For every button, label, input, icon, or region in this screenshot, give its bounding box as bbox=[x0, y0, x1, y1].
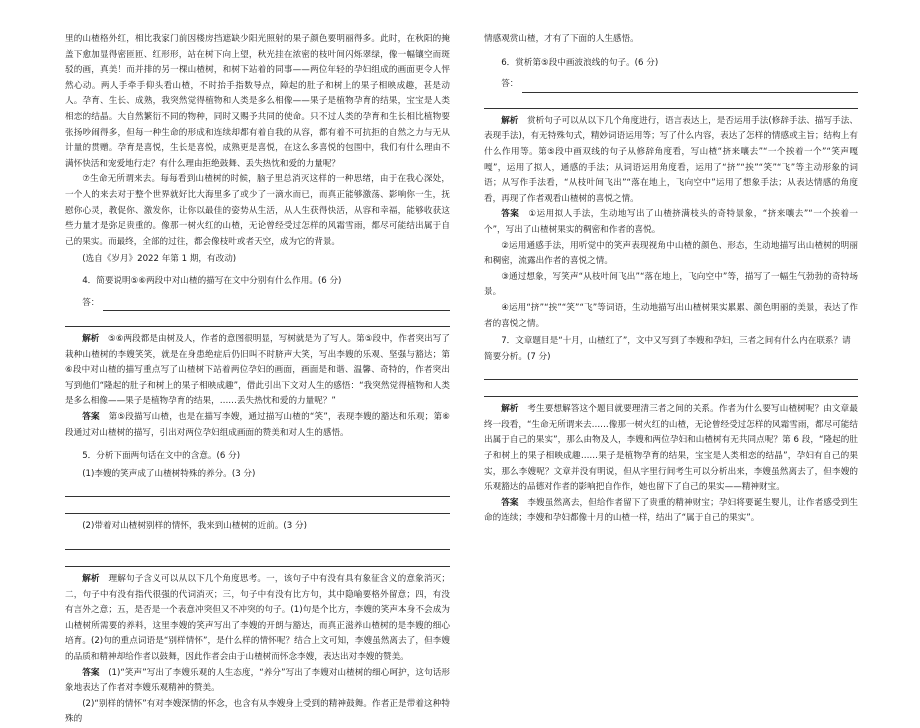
answer-key-text: 第⑤段描写山楂，也是在描写李嫂，通过描写山楂的“笑”，表现李嫂的豁达和乐观；第⑥段通过对山楂树的描写，引出对两位孕妇组成画面的赞美和对人生的感悟。 bbox=[65, 412, 450, 438]
answer-blank[interactable] bbox=[65, 315, 450, 327]
answer-line[interactable] bbox=[65, 296, 450, 312]
answer-6-2: ②运用通感手法，用听觉中的笑声表现视角中山楂的颜色、形态，生动地描写出山楂树的明丽和稠密，流露出作者的喜悦之情。 bbox=[484, 240, 858, 267]
question-5-1: (1)李嫂的笑声成了山楂树特殊的养分。(3 分) bbox=[82, 468, 256, 479]
answer-blank[interactable] bbox=[65, 555, 450, 567]
analysis-4 bbox=[65, 332, 450, 410]
analysis-text: 赏析句子可以从以下几个角度进行，语言表达上，是否运用手法(修辞手法、描写手法、表现手法)，有无特殊句式，精妙词语运用等；写了什么内容，表达了怎样的情感或主旨；结构上有什么作用等。第⑤段中画双线的句子从修辞角度看，写山楂“挤来嚷去”“一个挨着一个”“笑声嘎嘎”，运用了拟人，通感的手法；从词语运用角度看，运用了“挤”“挨”“笑”“飞”等主动形象的词语；从写作手法看，“从枝叶间飞出”“落在地上，飞向空中”运用了想象手法；从表达情感的角度看，再现了作者观看山楂树的喜悦之情。 bbox=[484, 115, 858, 204]
answer-blank[interactable] bbox=[65, 502, 450, 514]
right-column bbox=[484, 32, 858, 527]
answer-5-2: (2)“别样的情怀”有对李嫂深情的怀念，也含有从李嫂身上受到的精神鼓舞。作者正是带着这种特殊的 bbox=[65, 698, 450, 725]
answer-line[interactable] bbox=[484, 77, 858, 93]
answer-6-4: ④运用“挤”“挨”“笑”“飞”等词语，生动地描写出山楂树果实累累、颜色明丽的美景，表达了作者的喜悦之情。 bbox=[484, 302, 858, 329]
analysis-6 bbox=[484, 114, 858, 208]
analysis-label: 解析 bbox=[501, 115, 519, 126]
passage-paragraph: 里的山楂格外红，相比我家门前因楼房挡遮缺少阳光照射的果子颜色要明丽得多。此时，在秋阳的掩盖下愈加显得密匝匝、红形形，站在树下向上望，秋光挂在浓密的枝叶间闪烁翠绿，像一幅镶空而斑驳的画，真美！而并排的另一棵山楂树，和树下站着的同事——两位年轻的孕妇组成的画面更令人怦然心动。两人手牵手仰头看山楂，不时抬手指数导点，障起的肚子和树上的果子相映成趣，甚是动人。孕育、生长、成熟，我突然觉得植物和人类是多么相像——果子是植物孕育的结果，宝宝是人类相恋的结晶。大自然繁衍不同的物种，同时又赐予共同的使命。只不过人类的孕育和生长相比植物要张扬吵闹得多，但每一种生命的形成和连续却都有着自我的从容，都有着不可抗拒的自然之力与无从计量的贯赠。孕育是喜悦，生长是喜悦，成熟更是喜悦，在这么多喜悦的包围中，我们有什么理由不满怀快活和宠爱地行走？有什么理由拒绝鼓舞、丢失热忱和爱的力量呢？ bbox=[65, 34, 450, 169]
passage-paragraph: ⑦生命无所谓来去。每每看到山楂树的时候，脑子里总消灭这样的一种思绪，由于在我心深处，一个人的来去对于整个世界就好比大海里多了或少了一滴水而已，而真正能够激荡、影响你一生，抚慰你心灵，教促你、激发你，让你以最佳的姿势从生活，从人生获得快活，从容和幸福，能够收获这些力量才是弥足贵重的。像那一树火红的山楂，无论曾经受过怎样的风霜雪雨，都尽可能结出属于自己的果实。而最终，全部的过往，都会像枝叶或者天空，成为它的背景。 bbox=[65, 174, 450, 247]
answer-key-label: 答案 bbox=[501, 497, 519, 508]
answer-key-text: (1)“笑声”写出了李嫂乐观的人生态度，“养分”写出了李嫂对山楂树的细心呵护，这句话形象地表达了作者对李嫂乐观精神的赞美。 bbox=[65, 667, 450, 694]
answer-key-label: 答案 bbox=[82, 412, 100, 423]
answer-blank[interactable] bbox=[65, 538, 450, 550]
answer-blank[interactable] bbox=[484, 385, 858, 397]
answer-continuation: 情感观赏山楂，才有了下面的人生感悟。 bbox=[484, 34, 639, 44]
question-7: 7．文章题目是“十月，山楂红了”，文中又写到了李嫂和孕妇，三者之间有什么内在联系？请简要分析。(7 分) bbox=[484, 336, 851, 362]
question-4: 4．简要说明⑤⑥两段中对山楂的描写在文中分别有什么作用。(6 分) bbox=[82, 275, 342, 286]
answer-label: 答： bbox=[501, 79, 519, 90]
answer-6-1 bbox=[484, 207, 858, 238]
answer-7 bbox=[484, 496, 858, 527]
answer-rule bbox=[522, 83, 858, 93]
left-column bbox=[65, 32, 450, 728]
question-6: 6．赏析第⑤段中画波浪线的句子。(6 分) bbox=[501, 57, 659, 68]
question-5: 5．分析下面两句话在文中的含意。(6 分) bbox=[82, 451, 241, 462]
answer-blank[interactable] bbox=[484, 368, 858, 380]
analysis-text: 考生要想解答这个题目就要理清三者之间的关系。作者为什么要写山楂树呢？由文章最终一段看，“生命无所谓来去……像那一树火红的山楂，无论曾经受过怎样的风霜雪雨，都尽可能结出属于自己的果实”，那么由物及人，李嫂和两位孕妇和山楂树有无共同点呢？第 6 段，“隆起的肚子和树上的果子相映成趣……果子是植物孕育的结果，宝宝是人类相恋的结晶”，孕妇有自己的果实，那么李嫂呢？文章并没有明说，但从字里行间考生可以分析出来，李嫂虽然离去了，但李嫂的乐观豁达的品德对作者的影响把自作作，她也留下了自己的果实——精神财宝。 bbox=[484, 404, 858, 493]
answer-blank[interactable] bbox=[65, 485, 450, 497]
analysis-text: 理解句子含义可以从以下几个角度思考。一，该句子中有没有具有象征含义的意象消灭；二，句子中有没有指代很强的代词消灭；三，句子中有没有比方句，其中隐喻要格外留意；四，有没有言外之意；五，是否是一个表意冲突但又不冲突的句子。(1)句是个比方，李嫂的笑声本身不会成为山楂树所需要的养料，这里李嫂的笑声写出了李嫂的开朗与豁达，而真正滋养山楂树的是李嫂的细心培育。(2)句的重点词语是“别样情怀”，是什么样的情怀呢？结合上文可知，李嫂虽然离去了，但李嫂的品质和精神却给作者以鼓舞，因此作者会由于山楂树而怀念李嫂，表达出对李嫂的赞美。 bbox=[65, 574, 450, 662]
question-5-2: (2)带着对山楂树别样的情怀，我来到山楂树的近前。(3 分) bbox=[82, 521, 307, 532]
source-citation: (选自《岁月》2022 年第 1 期，有改动) bbox=[82, 254, 237, 265]
answer-key-text: 李嫂虽然离去，但给作者留下了贵重的精神财宝；孕妇将要诞生婴儿，让作者感受到生命的连续；李嫂和孕妇都像十月的山楂一样，结出了“属于自己的果实”。 bbox=[484, 497, 858, 524]
answer-rule bbox=[103, 301, 450, 311]
answer-6-3: ③通过想象，写笑声“从枝叶间飞出”“落在地上，飞向空中”等，描写了一幅生气勃勃的奇特场景。 bbox=[484, 271, 858, 298]
answer-blank[interactable] bbox=[484, 97, 858, 109]
answer-key-label: 答案 bbox=[82, 667, 100, 678]
analysis-5 bbox=[65, 572, 450, 666]
analysis-label: 解析 bbox=[82, 574, 100, 585]
analysis-label: 解析 bbox=[82, 334, 100, 345]
answer-4 bbox=[65, 410, 450, 441]
analysis-label: 解析 bbox=[501, 404, 519, 415]
answer-label: 答： bbox=[82, 297, 100, 308]
analysis-text: ⑤⑥两段都是由树及人，作者的意图很明显，写树就是为了写人。第⑤段中，作者突出写了栽种山楂树的李嫂笑笑，就是在身患绝症后仍旧叫不时脐声大笑，写出李嫂的乐观、坚强与豁达；第⑥段中对山楂的描写重点写了山楂树下站着两位孕妇的画面，画面是和谐、温馨、奇特的，作者突出写到他们“隆起的肚子和树上的果子相映成趣”，借此引出下文对人生的感悟：“我突然觉得植物和人类是多么相像——果子是植物孕育的结果，……丢失热忱和爱的力量呢？” bbox=[65, 334, 450, 407]
answer-key-label: 答案 bbox=[501, 209, 520, 220]
answer-key-text: ①运用拟人手法，生动地写出了山楂挤满枝头的奇特景象，“挤来嚷去”“一个挨着一个”，写出了山楂树果实的稠密和作者的喜悦。 bbox=[484, 209, 858, 235]
answer-5-1 bbox=[65, 666, 450, 697]
analysis-7 bbox=[484, 402, 858, 496]
